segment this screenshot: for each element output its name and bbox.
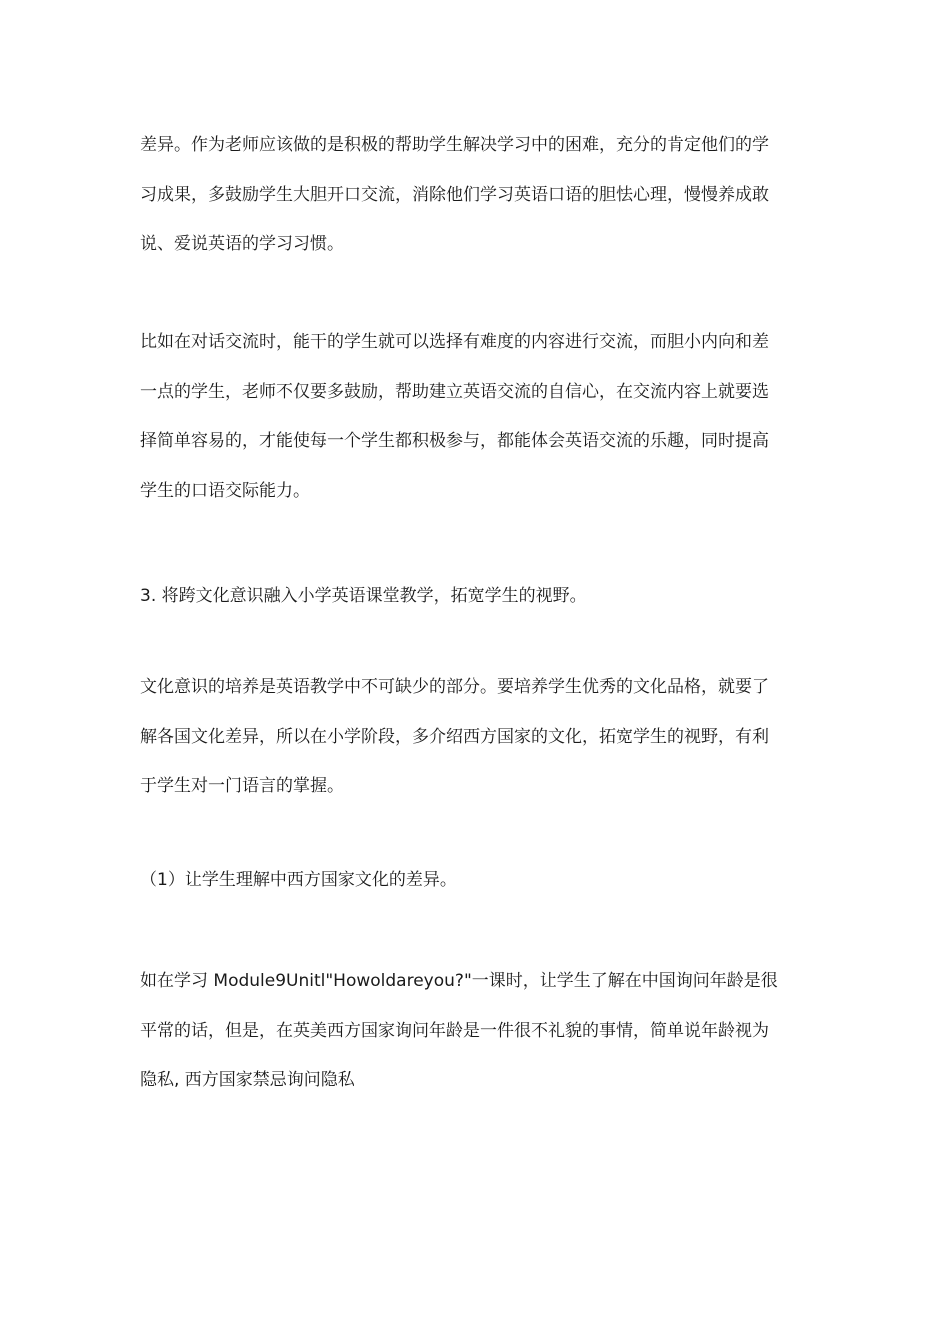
text-line: 一点的学生，老师不仅要多鼓励，帮助建立英语交流的自信心，在交流内容上就要选 [140,381,769,402]
heading-line: 3. 将跨文化意识融入小学英语课堂教学，拓宽学生的视野。 [140,586,587,606]
text-line: 说、爱说英语的学习习惯。 [140,234,344,254]
paragraph-4 [140,957,840,1106]
paragraph-3 [140,663,840,812]
text-line: 习成果，多鼓励学生大胆开口交流，消除他们学习英语口语的胆怯心理，慢慢养成敢 [140,184,769,205]
text-line: 平常的话，但是，在英美西方国家询问年龄是一件很不礼貌的事情，简单说年龄视为 [140,1020,769,1041]
paragraph-1 [140,121,840,270]
text-line: 差异。作为老师应该做的是积极的帮助学生解决学习中的困难，充分的肯定他们的学 [140,135,769,155]
heading-line: （1）让学生理解中西方国家文化的差异。 [140,870,457,890]
text-line: 文化意识的培养是英语教学中不可缺少的部分。要培养学生优秀的文化品格，就要了 [140,677,769,697]
text-line: 学生的口语交际能力。 [140,480,310,501]
text-line: 解各国文化差异，所以在小学阶段，多介绍西方国家的文化，拓宽学生的视野，有利 [140,726,769,747]
subheading-1 [140,856,840,906]
text-line: 比如在对话交流时，能干的学生就可以选择有难度的内容进行交流，而胆小内向和差 [140,332,769,352]
text-line: 择简单容易的，才能使每一个学生都积极参与，都能体会英语交流的乐趣，同时提高 [140,431,769,451]
section-heading-3 [140,572,840,622]
text-line: 于学生对一门语言的掌握。 [140,776,344,796]
paragraph-2 [140,318,840,516]
text-line: 隐私, 西方国家禁忌询问隐私 [140,1070,355,1090]
text-line: 如在学习 Module9Unitl"Howoldareyou?"一课时，让学生了解在中国询问年龄是很 [140,971,778,991]
